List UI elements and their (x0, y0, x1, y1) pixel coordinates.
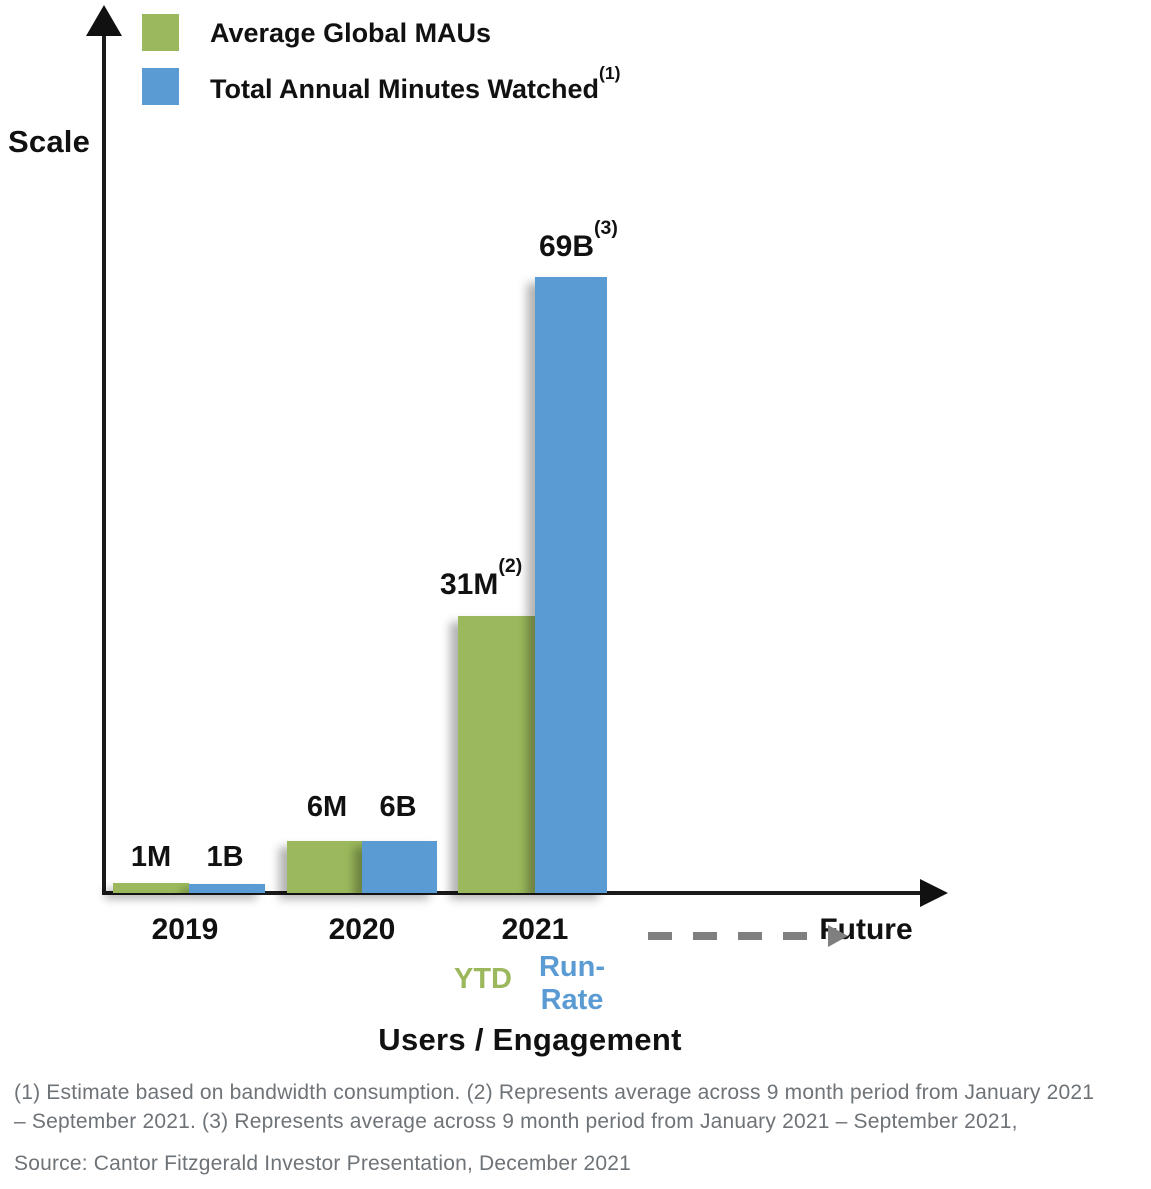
future-dashed-arrow-icon (648, 925, 848, 947)
dash-segment (783, 932, 807, 940)
y-axis-line (102, 32, 106, 893)
bar-value-2020-minutes: 6B (379, 791, 417, 823)
bar-value-2019-minutes: 1B (206, 841, 244, 873)
dash-arrowhead-icon (828, 925, 848, 947)
bar-2019-minutes (189, 884, 265, 893)
footnote-marker-1: (1) (599, 63, 621, 83)
legend-swatch-maus (142, 14, 179, 51)
bar-2021-minutes (535, 277, 607, 893)
annotation-run-rate: Run-Rate (538, 951, 606, 1016)
x-tick-2021: 2021 (501, 913, 569, 946)
dash-segment (738, 932, 762, 940)
footnote-marker-3: (3) (594, 217, 618, 239)
bar-value-2021-maus (440, 555, 523, 602)
footnote-line-2: – September 2021. (3) Represents average across 9 month period from January 2021 – September 2021, (14, 1110, 1018, 1133)
source-attribution: Source: Cantor Fitzgerald Investor Presentation, December 2021 (14, 1152, 632, 1175)
dash-segment (693, 932, 717, 940)
bar-value-2019-maus: 1M (130, 841, 172, 873)
x-tick-future: Future (819, 913, 913, 946)
dash-segment (648, 932, 672, 940)
footnote-line-1: (1) Estimate based on bandwidth consumption. (2) Represents average across 9 month period from January 2021 (14, 1081, 1095, 1104)
x-axis-title: Users / Engagement (378, 1022, 682, 1057)
y-axis-title: Scale (8, 124, 91, 159)
bar-value-2021-minutes (539, 217, 618, 264)
legend-label-minutes-text: Total Annual Minutes Watched (210, 74, 599, 104)
footnote-marker-2: (2) (498, 555, 523, 577)
bar-2020-minutes (362, 841, 437, 893)
annotation-ytd: YTD (454, 963, 512, 995)
bar-2020-maus (287, 841, 362, 893)
legend-swatch-minutes (142, 68, 179, 105)
bar-2021-maus (458, 616, 535, 893)
bar-value-2021-maus-text: 31M (440, 568, 499, 601)
bar-value-2021-minutes-text: 69B (539, 230, 595, 263)
y-axis-arrow-icon (86, 5, 122, 36)
x-tick-2020: 2020 (328, 913, 396, 946)
legend-label-minutes (210, 63, 621, 105)
x-axis-arrow-icon (920, 879, 948, 907)
legend-label-maus: Average Global MAUs (210, 18, 492, 48)
bar-2019-maus (113, 883, 189, 893)
bar-value-2020-maus: 6M (306, 791, 348, 823)
x-tick-2019: 2019 (151, 913, 219, 946)
